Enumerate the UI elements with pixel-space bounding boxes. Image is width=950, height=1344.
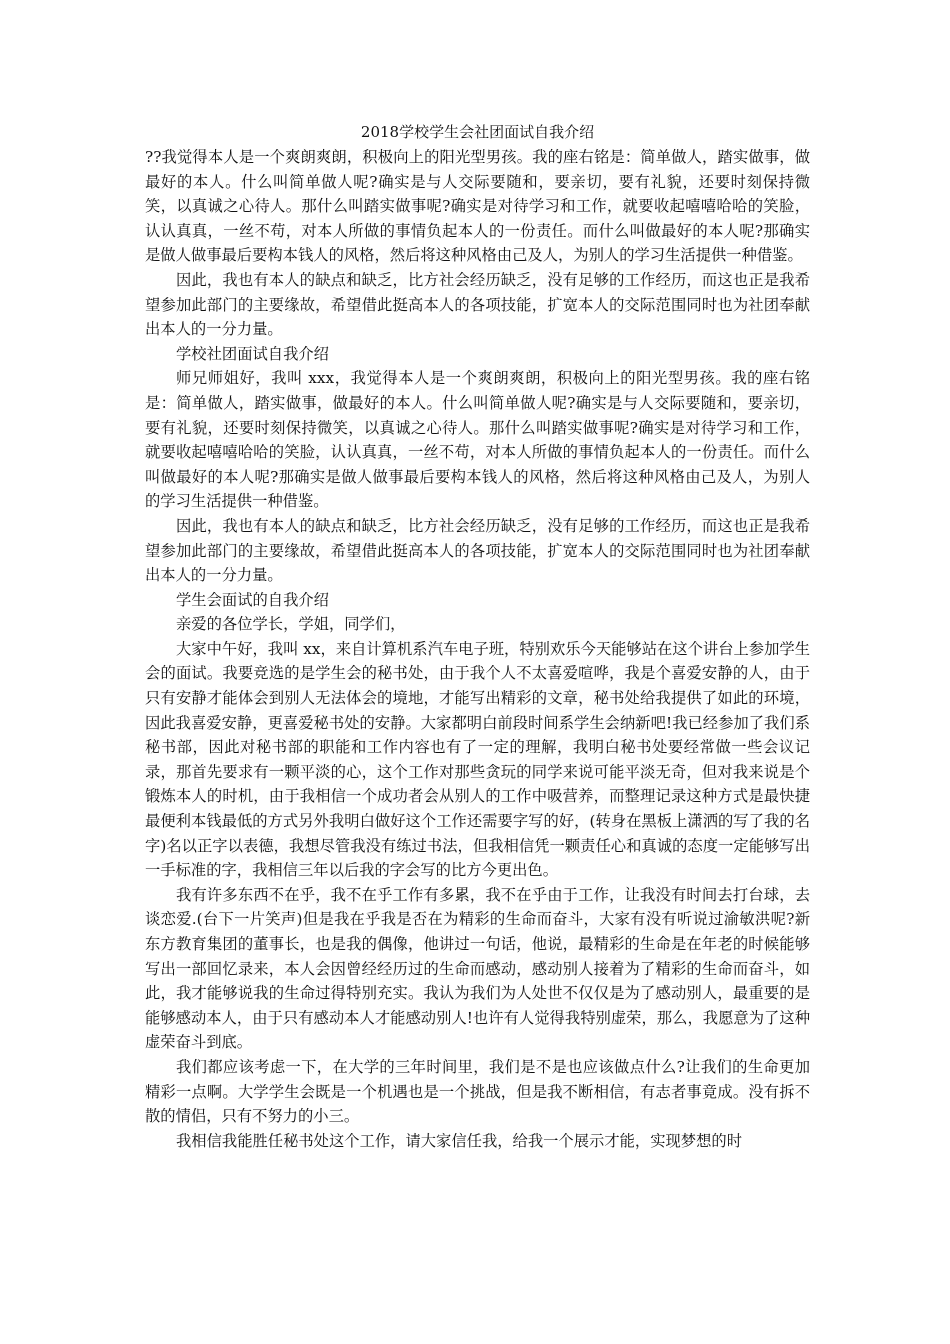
paragraph: 因此，我也有本人的缺点和缺乏，比方社会经历缺乏，没有足够的工作经历，而这也正是我希望参加此部门的主要缘故，希望借此挺高本人的各项技能，扩宽本人的交际范围同时也为社团奉献出本人的一分力量。: [145, 270, 810, 339]
section-heading: 学校社团面试自我介绍: [176, 344, 329, 363]
document-title: 2018学校学生会社团面试自我介绍: [360, 123, 595, 141]
paragraph: ??我觉得本人是一个爽朗爽朗，积极向上的阳光型男孩。我的座右铭是：简单做人，踏实做事，做最好的本人。什么叫简单做人呢?确实是与人交际要随和，要亲切，要有礼貌，还要时刻保持微笑，以真诚之心待人。那什么叫踏实做事呢?确实是对待学习和工作，就要收起嘻嘻哈哈的笑脸，认认真真，一丝不苟，对本人所做的事情负起本人的一份责任。而什么叫做最好的本人呢?那确实是做人做事最后要构本钱人的风格，然后将这种风格由己及人，为别人的学习生活提供一种借鉴。: [145, 148, 810, 265]
paragraph: 亲爱的各位学长，学姐，同学们，: [176, 615, 406, 634]
paragraph: 我相信我能胜任秘书处这个工作，请大家信任我，给我一个展示才能，实现梦想的时: [176, 1131, 742, 1150]
paragraph: 师兄师姐好，我叫 xxx，我觉得本人是一个爽朗爽朗，积极向上的阳光型男孩。我的座右铭是：简单做人，踏实做事，做最好的本人。什么叫简单做人呢?确实是与人交际要随和，要亲切，要有礼貌，还要时刻保持微笑，以真诚之心待人。那什么叫踏实做事呢?确实是对待学习和工作，就要收起嘻嘻哈哈的笑脸，认认真真，一丝不苟，对本人所做的事情负起本人的一份责任。而什么叫做最好的本人呢?那确实是做人做事最后要构本钱人的风格，然后将这种风格由己及人，为别人的学习生活提供一种借鉴。: [145, 369, 810, 511]
paragraph: 我们都应该考虑一下，在大学的三年时间里，我们是不是也应该做点什么?让我们的生命更加精彩一点啊。大学学生会既是一个机遇也是一个挑战，但是我不断相信，有志者事竟成。没有拆不散的情侣，只有不努力的小三。: [145, 1057, 810, 1126]
document-page: [145, 120, 810, 1153]
document-body: [145, 145, 810, 1153]
paragraph: 大家中午好，我叫 xx，来自计算机系汽车电子班，特别欢乐今天能够站在这个讲台上参加学生会的面试。我要竞选的是学生会的秘书处，由于我个人不太喜爱喧哗，我是个喜爱安静的人，由于只有安静才能体会到别人无法体会的境地，才能写出精彩的文章，秘书处给我提供了如此的环境，因此我喜爱安静，更喜爱秘书处的安静。大家都明白前段时间系学生会纳新吧!我已经参加了我们系秘书部，因此对秘书部的职能和工作内容也有了一定的理解，我明白秘书处要经常做一些会议记录，那首先要求有一颗平淡的心，这个工作对那些贪玩的同学来说可能平淡无奇，但对我来说是个锻炼本人的时机，由于我相信一个成功者会从别人的工作中吸营养，而整理记录这种方式是最快捷最便利本钱最低的方式另外我明白做好这个工作还需要字写的好，(转身在黑板上潇洒的写了我的名字)名以正字以表德，我想尽管我没有练过书法，但我相信凭一颗责任心和真诚的态度一定能够写出一手标准的字，我相信三年以后我的字会写的比方今更出色。: [145, 639, 810, 880]
section-heading: 学生会面试的自我介绍: [176, 590, 329, 609]
paragraph: 因此，我也有本人的缺点和缺乏，比方社会经历缺乏，没有足够的工作经历，而这也正是我希望参加此部门的主要缘故，希望借此挺高本人的各项技能，扩宽本人的交际范围同时也为社团奉献出本人的一分力量。: [145, 516, 810, 585]
paragraph: 我有许多东西不在乎，我不在乎工作有多累，我不在乎由于工作，让我没有时间去打台球，去谈恋爱.(台下一片笑声)但是我在乎我是否在为精彩的生命而奋斗，大家有没有听说过渝敏洪呢?新东方教育集团的董事长，也是我的偶像，他讲过一句话，他说，最精彩的生命是在年老的时候能够写出一部回忆录来，本人会因曾经经历过的生命而感动，感动别人接着为了精彩的生命而奋斗，如此，我才能够说我的生命过得特别充实。我认为我们为人处世不仅仅是为了感动别人，最重要的是能够感动本人，由于只有感动本人才能感动别人!也许有人觉得我特别虚荣，那么，我愿意为了这种虚荣奋斗到底。: [145, 885, 810, 1052]
